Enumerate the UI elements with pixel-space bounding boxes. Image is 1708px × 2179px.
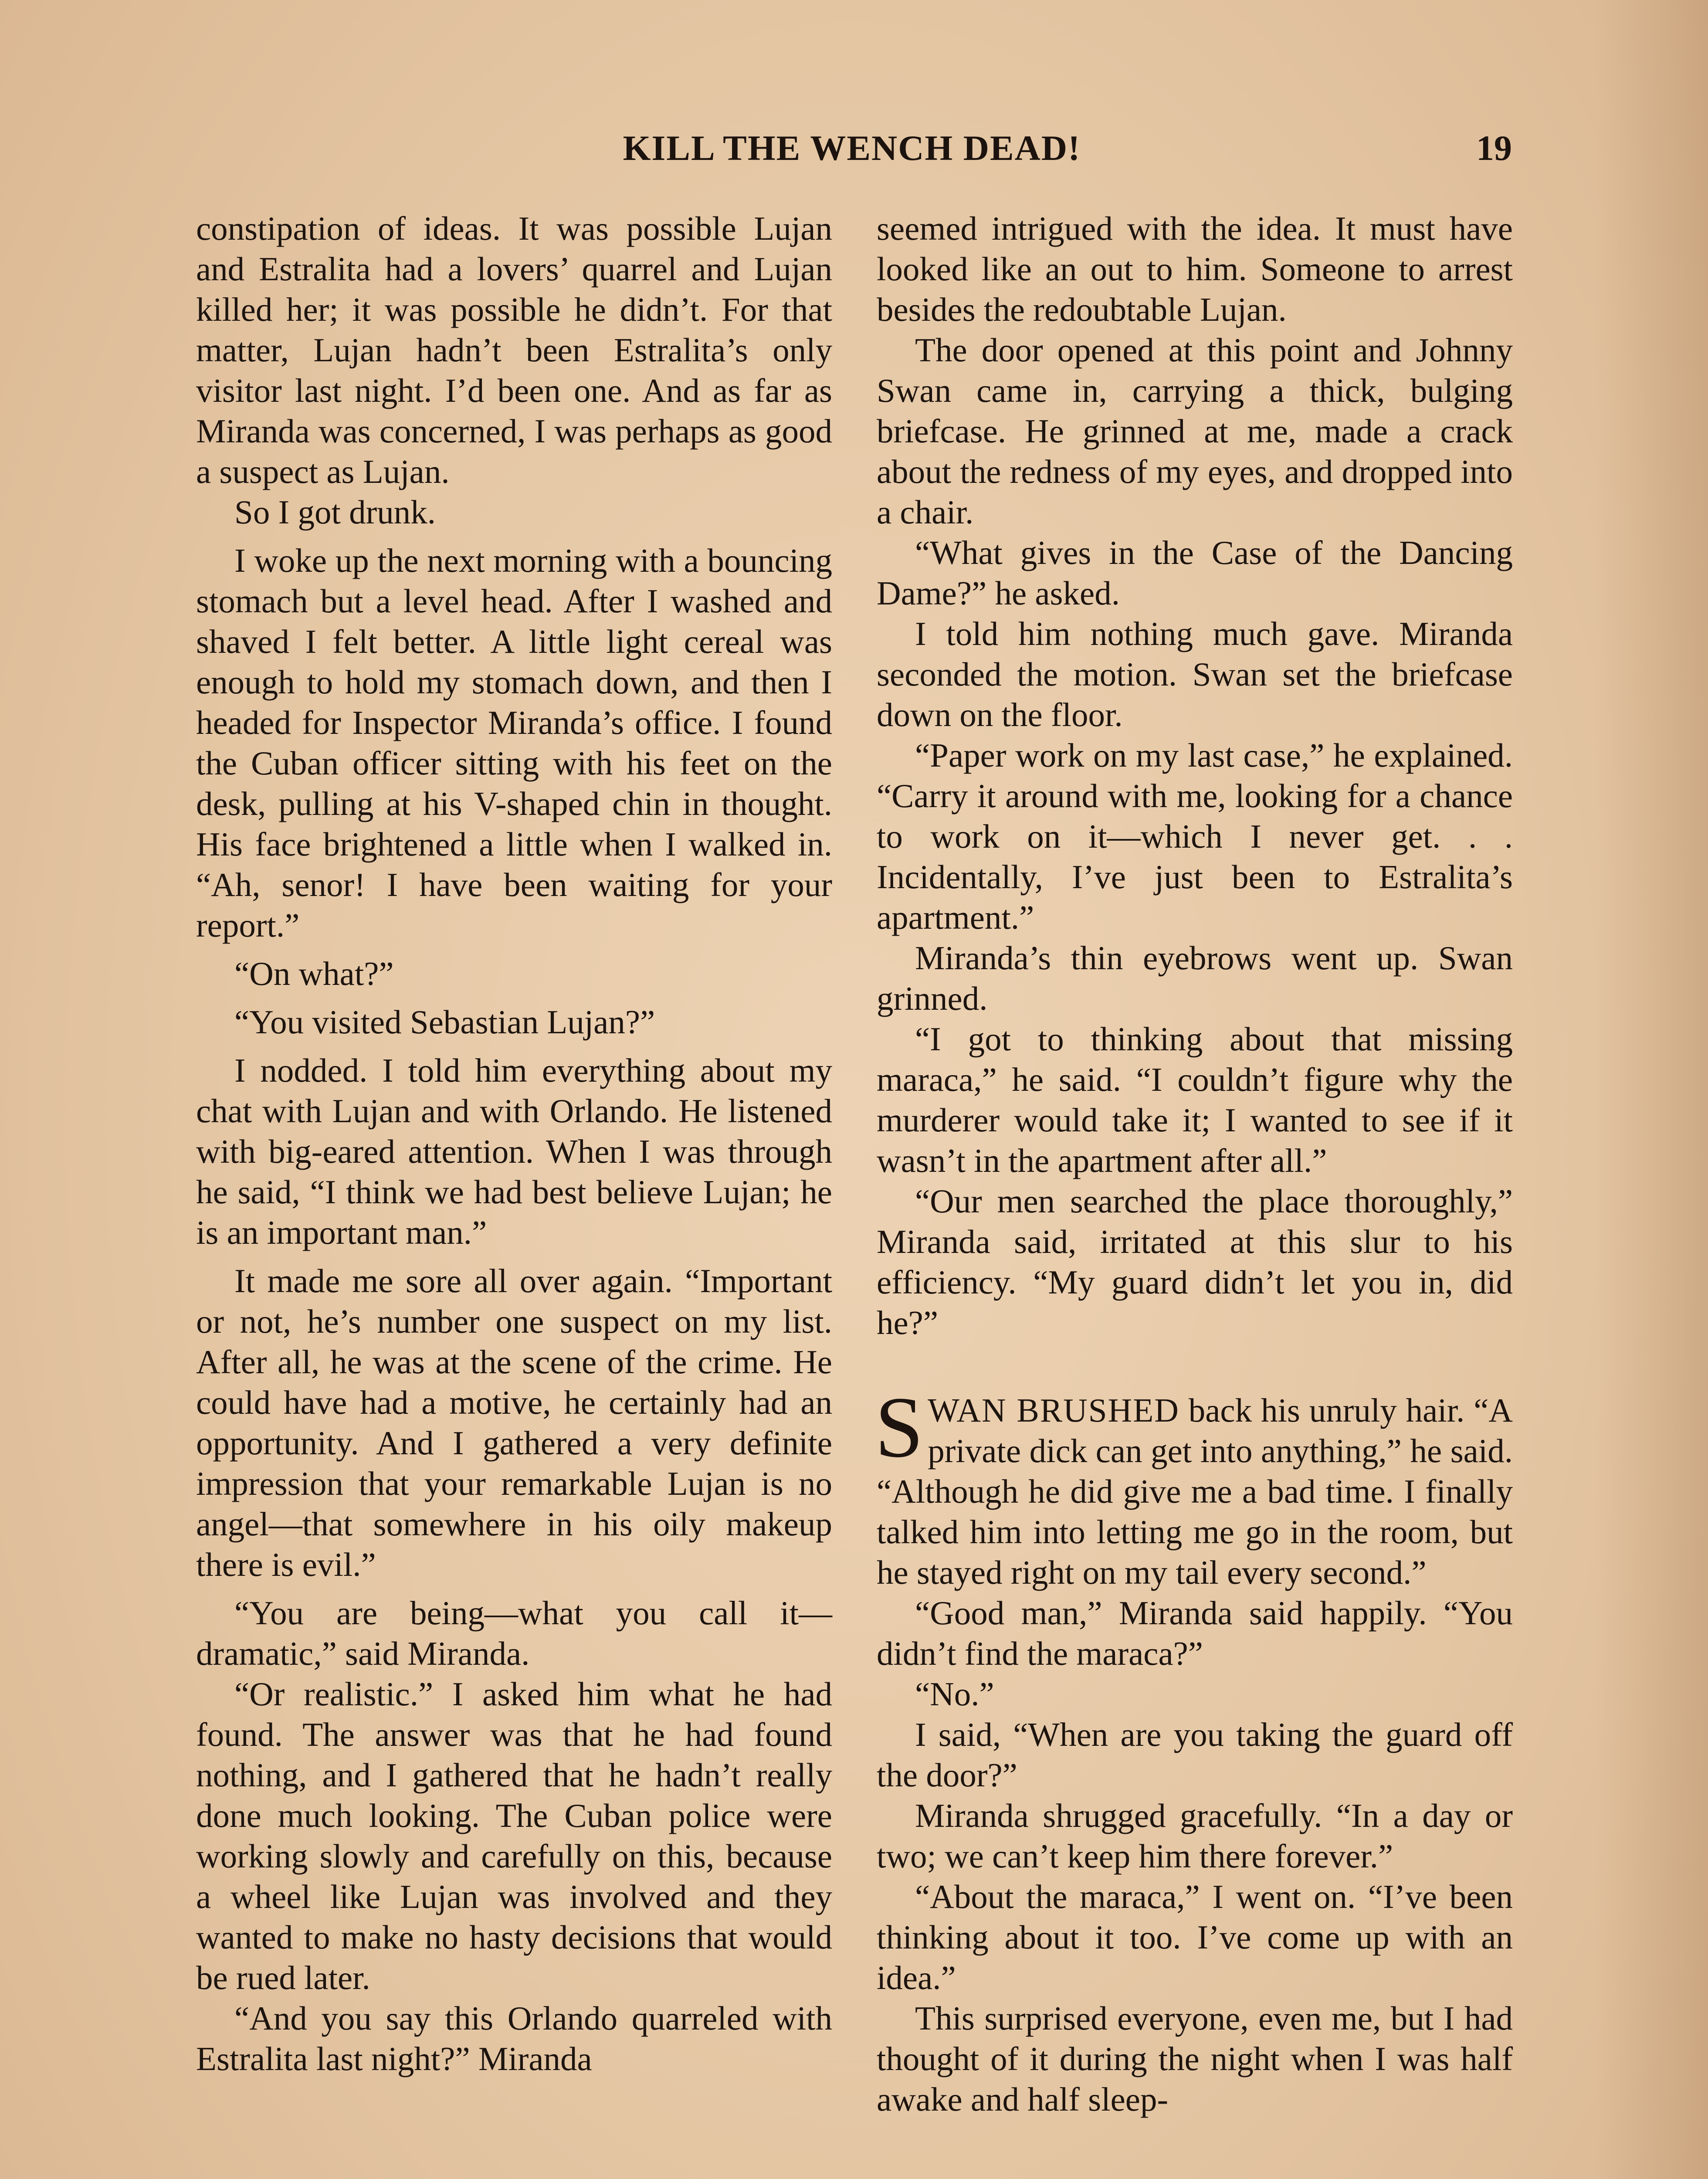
paragraph: It made me sore all over again. “Important or not, he’s number one suspect on my list. After all, he was at the scene of the crime. He could have had a motive, he certainly had an opportunity. And I gathered a very definite impression that your remarkable Lujan is no angel—that somewhere in his oily makeup there is evil.” [196, 1262, 832, 1583]
paragraph: “On what?” [234, 955, 394, 992]
paragraph: “You visited Sebastian Lujan?” [234, 1003, 655, 1041]
chapter-title: KILL THE WENCH DEAD! [623, 128, 1081, 168]
drop-cap: S [875, 1379, 924, 1476]
lead-in-caps: WAN BRUSHED [928, 1392, 1179, 1429]
section-break [877, 1343, 1513, 1390]
section-opening-paragraph [875, 1379, 1513, 1593]
paragraph: “About the maraca,” I went on. “I’ve been thinking about it too. I’ve come up with an idea.” [877, 1878, 1513, 1996]
right-text-column [877, 208, 1513, 2120]
paragraph: “You are being—what you call it—dramatic,” said Miranda. [196, 1594, 832, 1672]
left-text-column [196, 208, 832, 2079]
paragraph: Miranda shrugged gracefully. “In a day or two; we can’t keep him there forever.” [877, 1797, 1513, 1875]
paragraph: constipation of ideas. It was possible Lujan and Estralita had a lovers’ quarrel and Lujan killed her; it was possible he didn’t. For that matter, Lujan hadn’t been Estralita’s only visitor last night. I’d been one. And as far as Miranda was concerned, I was perhaps as good a suspect as Lujan. [196, 210, 832, 490]
paragraph: “No.” [915, 1675, 994, 1713]
paragraph: I woke up the next morning with a bouncing stomach but a level head. After I washed and shaved I felt better. A little light cereal was enough to hold my stomach down, and then I headed for Inspector Miranda’s office. I found the Cuban officer sitting with his feet on the desk, pulling at his V-shaped chin in thought. His face brightened a little when I walked in. “Ah, senor! I have been waiting for your report.” [196, 542, 832, 944]
paragraph: I said, “When are you taking the guard off the door?” [877, 1716, 1513, 1794]
paragraph: “Our men searched the place thoroughly,” Miranda said, irritated at this slur to his efficiency. “My guard didn’t let you in, did he?” [877, 1182, 1513, 1341]
paragraph: Miranda’s thin eyebrows went up. Swan grinned. [877, 939, 1513, 1017]
paragraph: This surprised everyone, even me, but I had thought of it during the night when I was half awake and half sleep- [877, 1999, 1513, 2118]
page-edge-shadow [1595, 0, 1708, 2179]
paragraph: “Good man,” Miranda said happily. “You didn’t find the maraca?” [877, 1594, 1513, 1672]
paragraph: “Paper work on my last case,” he explained. “Carry it around with me, looking for a chance to work on it—which I never get. . . Incidentally, I’ve just been to Estralita’s apartment.” [877, 737, 1513, 936]
running-header [192, 124, 1512, 172]
paragraph: “What gives in the Case of the Dancing Dame?” he asked. [877, 534, 1513, 612]
paragraph: “Or realistic.” I asked him what he had found. The answer was that he had found nothing, and I gathered that he hadn’t really done much looking. The Cuban police were working slowly and carefully on this, because a wheel like Lujan was involved and they wanted to make no hasty decisions that would be rued later. [196, 1675, 832, 1996]
paragraph: “I got to thinking about that missing maraca,” he said. “I couldn’t figure why the murderer would take it; I wanted to see if it wasn’t in the apartment after all.” [877, 1020, 1513, 1179]
paragraph: seemed intrigued with the idea. It must have looked like an out to him. Someone to arrest besides the redoubtable Lujan. [877, 210, 1513, 328]
paragraph-text: back his unruly hair. “A private dick can get into anything,” he said. “Although he did give me a bad time. I finally talked him into letting me go in the room, but he stayed right on my tail every second.” [877, 1392, 1513, 1591]
paragraph: I told him nothing much gave. Miranda seconded the motion. Swan set the briefcase down on the floor. [877, 615, 1513, 733]
paragraph: I nodded. I told him everything about my chat with Lujan and with Orlando. He listened with big-eared attention. When I was through he said, “I think we had best believe Lujan; he is an important man.” [196, 1052, 832, 1251]
page-number: 19 [1476, 128, 1512, 168]
paragraph: So I got drunk. [234, 493, 436, 531]
paragraph: “And you say this Orlando quarreled with Estralita last night?” Miranda [196, 1999, 832, 2077]
paragraph: The door opened at this point and Johnny Swan came in, carrying a thick, bulging briefcase. He grinned at me, made a crack about the redness of my eyes, and dropped into a chair. [877, 331, 1513, 531]
